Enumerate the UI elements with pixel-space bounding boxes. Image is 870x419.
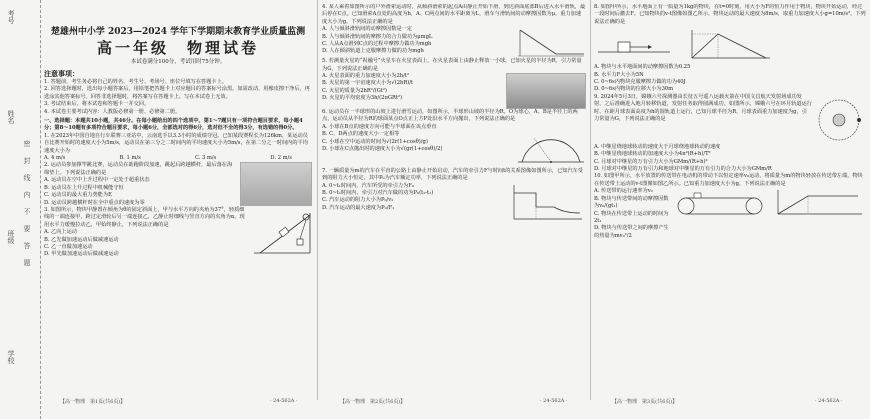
- question-5: 5. 若测量火星的“祝融号”火星车在火星表面上，在火星表面上由静止释放一小球，已知火星的半径为R，引力常量为G，下列说法正确的是: [322, 58, 582, 72]
- option: B. 人与倾斜滑轨间的摩擦力的合力做功为μmgL: [322, 33, 433, 40]
- pole-vault-photo: [240, 162, 312, 206]
- option: B. 中继星绕地球转动的加速度大小为4π²(R+h)/T²: [594, 151, 711, 158]
- page-code: · 24-562A ·: [815, 398, 843, 404]
- hemisphere-slope-diagram: [516, 124, 586, 168]
- option: B. 0~t₁时间内，牵引力对汽车做的功为P₀(t₂-t₁): [322, 190, 434, 197]
- option: D. 火星的平均密度为3h/(2πGRt²): [322, 95, 403, 102]
- note-item: 1. 答题前，考生务必将自己的姓名、考生号、考场号、座位号填写在答题卡上。: [44, 79, 227, 85]
- question-3: 3. 如图所示，物块甲静置在倾角为θ的固定斜面上，甲与水平方向的夹角为37°，轻质细线的一端连接甲，跨过定滑轮后另一端连接乙，乙静止时细线与竖直方向的夹角为α。现用水平力缓慢拉动乙，甲始终静止，下列说法正确的是: [44, 206, 245, 228]
- option: D. 2 m/s: [270, 155, 292, 162]
- page-code: · 24-562A ·: [270, 398, 298, 404]
- question-10: 10. 如图甲所示，水平放置的传送带在电动机的带动下以恒定速率v₀运动，将质量为m的物块轻放在传送带左端，物块在传送带上运动的v-t图像如图乙所示。已知重力加速度大小为g，下列说法正确的是: [594, 173, 863, 187]
- option: B. 运动员在上升过程中机械能守恒: [44, 184, 124, 191]
- orbit-diagram: [812, 94, 866, 144]
- option: D. 汽车运动的最大速度为P₀/F₁: [322, 204, 395, 211]
- option: B. 水平力F大小为5N: [594, 71, 644, 78]
- margin-label-school: 学校: [7, 350, 15, 364]
- school-title: 楚雄州中小学 2023—2024 学年下学期期末教育学业质量监测: [50, 27, 306, 37]
- exam-info: 本试卷满分100分，考试用时75分钟。: [130, 59, 226, 65]
- conveyor-belt-diagram: [672, 192, 768, 218]
- margin-label-exam-number: 考号: [7, 10, 15, 24]
- option: A. 小球在B点的速度方向可能与半球面在该点垂直: [322, 123, 437, 130]
- option: D. 甲先做加速运动后做减速运动: [44, 251, 119, 258]
- option: D. 物块与传送带之间的摩擦产生的热量为mv₀²/2: [594, 225, 669, 239]
- option: C. 3 m/s: [194, 155, 217, 162]
- option: A. 中继星绕地球转动的速度大于月球绕地球转动的速度: [594, 143, 721, 150]
- option: B. 乙先做加速运动后做减速运动: [44, 236, 119, 243]
- force-time-graph: [506, 183, 586, 223]
- option: D. 小球在C点抛出时的速度大小为√(gr(1+cosθ)/2): [322, 146, 443, 153]
- option: A. 0~t₁时间内，汽车所受的牵引力为F₀: [322, 182, 414, 189]
- exam-title: 高一年级 物理试卷: [96, 39, 259, 57]
- page-code: · 24-562A ·: [540, 398, 568, 404]
- page-footer-label: 【高一物理 第1页(共6页)】: [60, 399, 126, 405]
- option: A. 乙向上运动: [44, 229, 77, 236]
- column-divider: [317, 0, 318, 400]
- seal-line-text: 密封线内不要答题: [23, 140, 31, 276]
- option: B. 火星的第一宇宙速度大小为√(2hR)/t: [322, 80, 414, 87]
- option: A. 物块与水平地面间的动摩擦因数为0.25: [594, 64, 691, 71]
- margin-label-name: 姓名: [7, 110, 15, 124]
- question-9: 9. 2024年5月3日，嫦娥六号探测器由长征五号遥八运载火箭在中国文昌航天发射场成功发射，之后准确进入地月转移轨道，发射任务取得圆满成功。如图所示，嫦娥六号在环月轨道运行时，在距月球表面高度为h的圆轨道上运行，已知月球半径为R，月球表面重力加速度为g，引力常量为G，下列说法正确的是: [594, 93, 812, 123]
- zipline-diagram: [516, 26, 586, 58]
- option: C. 汽车运动的阻力大小为P₀/v₂: [322, 197, 394, 204]
- option: A. 火星表面的重力加速度大小为2h/t²: [322, 73, 410, 80]
- page-footer-label: 【高一物理 第2页(共6页)】: [340, 399, 406, 405]
- block-on-ground-diagram: [594, 28, 674, 58]
- option: B. C、D两点的速度大小一定相等: [322, 131, 400, 138]
- option: B. 物块与传送带间的动摩擦因数为v₀/(gt₁): [594, 195, 669, 210]
- velocity-time-graph: [684, 28, 774, 62]
- option: B. 1 m/s: [119, 155, 141, 162]
- option: C. 火星的质量为2hR²/(Gt²): [322, 87, 387, 94]
- option: C. 0~6s内物块克服摩擦力做的功为40J: [594, 79, 686, 86]
- question-2: 2. 运动员参加撑竿跳比赛，运动员在助跑阶段加速，跳起后跨越横杆，最后落在海绵垫上。下列说法正确的是: [44, 162, 233, 176]
- option: C. 月球对中继星的万有引力大小为GMm/(R+h)²: [594, 158, 708, 165]
- page-footer-label: 【高一物理 第3页(共6页)】: [612, 399, 678, 405]
- option: C. 人从A点滑到C点的过程中摩擦力做功为mgh: [322, 41, 432, 48]
- option: A. 运动员在空中上升过程中一定处于超重状态: [44, 177, 150, 184]
- question-8: 8. 如图甲所示，水平地面上有一质量为1kg的物块，在t=0时刻，用大小为F的恒力作用于物块，物块开始运动，经过一段时间后撤去F。已知物块的v-t图像如图乙所示，物块运动的最大速度为8m/s，取重力加速度大小g=10m/s²。下列说法正确的是: [594, 4, 866, 25]
- option: A. 4 m/s: [44, 155, 66, 162]
- option: C. 运动员的最大重力势能为E: [44, 192, 112, 199]
- option: D. 人在倾斜轨道上克服摩擦力做的功为mgh: [322, 48, 424, 55]
- binding-margin: [0, 0, 41, 419]
- notes-heading: 注意事项：: [44, 69, 79, 78]
- column-2: [322, 4, 586, 396]
- column-3: [594, 4, 866, 396]
- note-item: 3. 考试结束后，将本试卷和答题卡一并交回。: [44, 101, 150, 108]
- margin-label-class: 班级: [7, 230, 15, 244]
- section-heading: 一、选择题：本题共10小题，共46分。在每小题给出的四个选项中，第1～7题只有一项符合题目要求，每小题4分；第8～10题有多项符合题目要求，每小题6分，全部选对的得6分，选对但不全的得3分，有选错的得0分。: [44, 118, 303, 132]
- option: C. 物块在传送带上运动的时间为2t₁: [594, 210, 669, 224]
- column-divider: [590, 0, 591, 400]
- note-item: 4. 本试卷主要考试内容：人教版必修第一册、必修第二册。: [44, 108, 181, 115]
- question-1: 1. 在2023年中国自地自行车联赛三亚站中，云南选手以3.3小时的成绩夺冠。已知某段赛程长为126km，某运动员自比赛开始时的速度大小为5m/s，运动员在第三分之二时间内的平均速度大小为5m/s，在第二分之一时间内的平均速度大小为: [44, 132, 308, 154]
- question-7: 7. 一辆质量为m的汽车在平直的公路上由静止开始启动，汽车的牵引力F与时间t的关系图像如图所示，已知汽车受到的阻力大小恒定，其中P₀为汽车额定功率，下列说法正确的是: [322, 167, 584, 182]
- question-4: 4. 某人乘着如图所示的户外滑索运动时，从倾斜滑索的起点A由静止开始下滑，到达斜面底部B后进入水平滑轨，最后停在C点。已知滑索A点处的高度为h，A、C两点间的水平距离为L，滑车与滑轨间的动摩擦因数为μ，重力加速度大小为g。下列说法正确的是: [322, 4, 586, 25]
- option: C. 小球在空中运动的时间为√(2r(1+cosθ)/g): [322, 138, 428, 145]
- mars-rover-photo: [506, 73, 586, 109]
- option: A. 人与倾斜滑轨间的动摩擦因数是一定: [322, 26, 413, 33]
- option: D. 0~6s内物块的位移大小为30m: [594, 86, 674, 93]
- option: A. 传送带的运行速率为v₀: [594, 188, 653, 195]
- note-item: 2. 回答选择题时，选出每小题答案后，用铅笔把答题卡上对应题目的答案标号涂黑。如需改动，用橡皮擦干净后，再选涂其他答案标号。回答非选择题时，将答案写在答题卡上。写在本试卷上无效。: [44, 86, 310, 100]
- option: D. 运动员跨越横杆时在全中重点的速度为零: [44, 199, 145, 206]
- option: C. 乙一直做加速运动: [44, 243, 93, 250]
- question-6: 6. 运动员在一半球形的山坡上进行滑雪运动，如图所示，半球形山坡的半径为R，O为球心，A、B是半径上的两点，运动员从半径为R的球面某点O点正上方P处沿水平方向抛出，下列说法正确的是: [322, 109, 578, 123]
- belt-velocity-graph: [770, 188, 866, 218]
- column-1: [44, 4, 312, 396]
- option: D. 月球对中继星的万有引力和地球对中继星的万有引力的合力大小为GMm/R: [594, 166, 772, 173]
- incline-pulley-diagram: [252, 207, 312, 255]
